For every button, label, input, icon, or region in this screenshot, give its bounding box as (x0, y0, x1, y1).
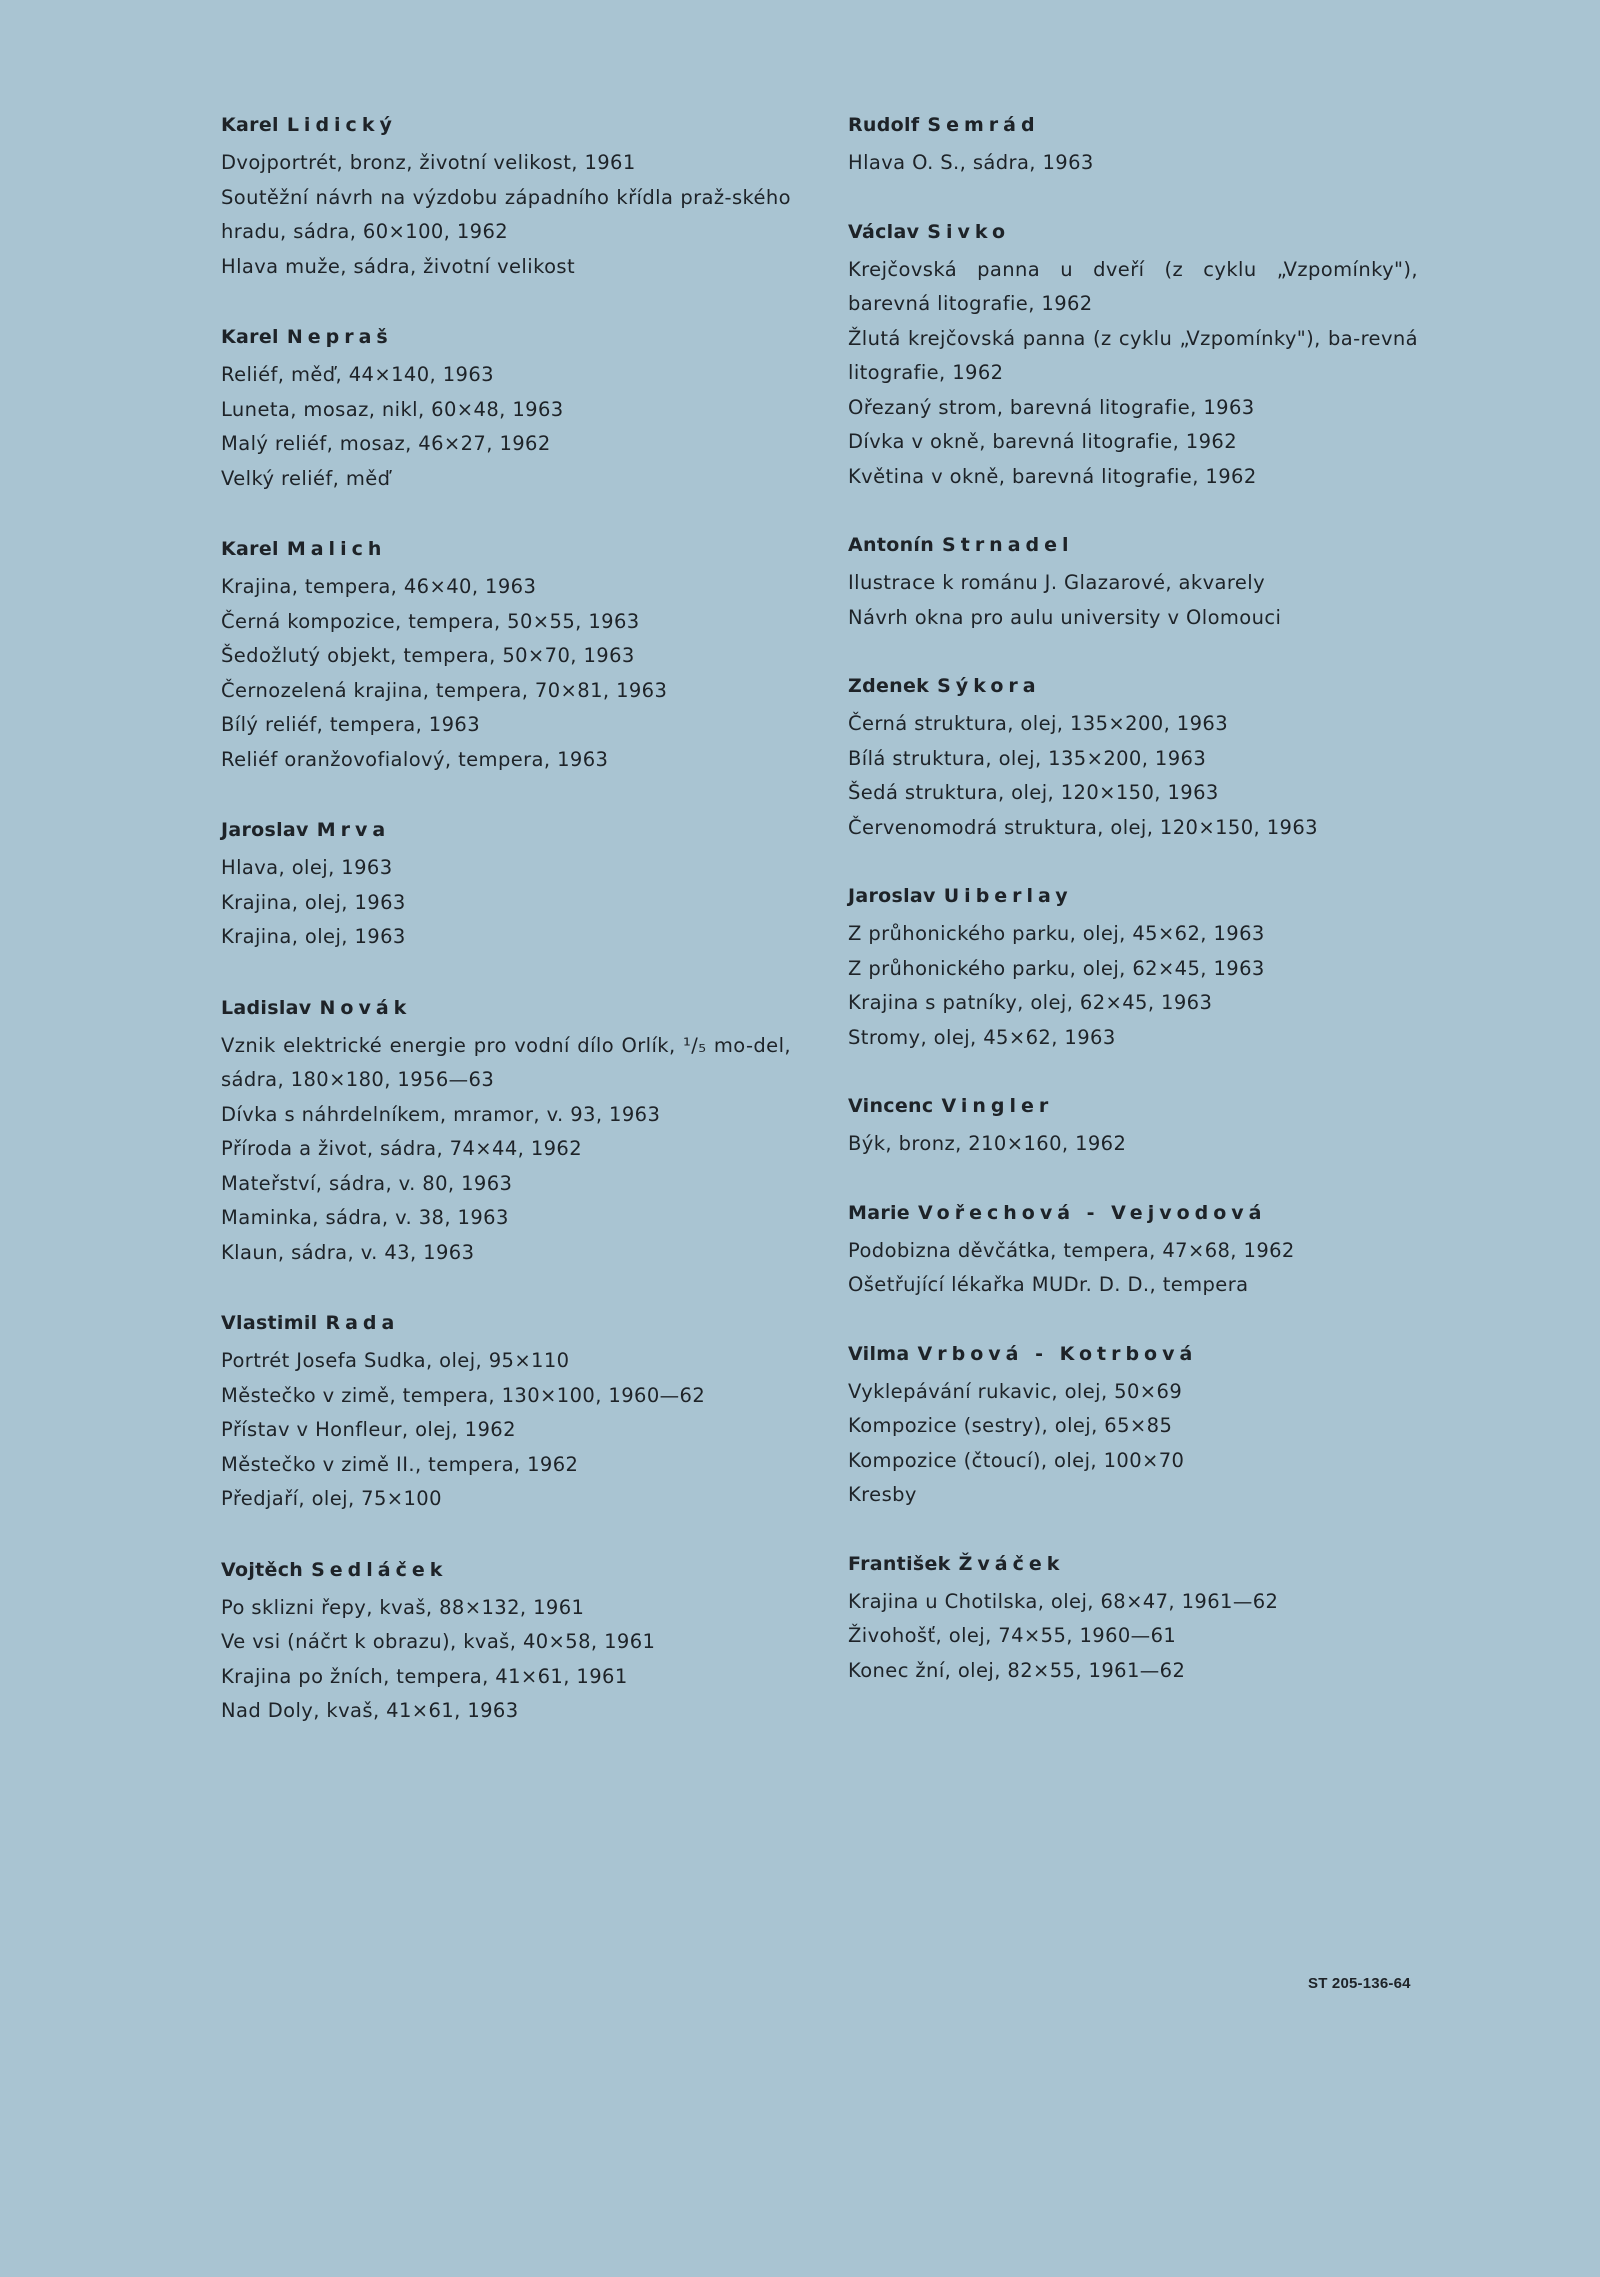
works-list (848, 253, 1418, 495)
work-item: Ošetřující lékařka MUDr. D. D., tempera (848, 1273, 1249, 1296)
artist-name (221, 532, 791, 566)
work-item: Nad Doly, kvaš, 41×61, 1963 (221, 1699, 519, 1722)
works-list (221, 570, 791, 777)
work-item: Žlutá krejčovská panna (z cyklu „Vzpomínky"), ba-revná litografie, 1962 (848, 326, 1418, 384)
works-list (848, 1375, 1418, 1513)
artist-name (848, 528, 1418, 562)
artist-last-name: Sýkora (937, 675, 1041, 697)
work-item: Klaun, sádra, v. 43, 1963 (221, 1240, 475, 1264)
left-column (221, 108, 791, 1765)
artist-name (848, 108, 1418, 142)
work-item: Červenomodrá struktura, olej, 120×150, 1963 (848, 815, 1318, 839)
work-item: Po sklizni řepy, kvaš, 88×132, 1961 (221, 1595, 585, 1619)
work-item: Kresby (848, 1483, 917, 1506)
work-item: Dívka s náhrdelníkem, mramor, v. 93, 1963 (221, 1102, 661, 1126)
artist-last-name: Uiberlay (943, 885, 1073, 907)
work-item: Hlava muže, sádra, životní velikost (221, 254, 576, 278)
artist-entry (221, 813, 791, 955)
work-item: Reliéf oranžovofialový, tempera, 1963 (221, 747, 609, 771)
work-item: Krajina s patníky, olej, 62×45, 1963 (848, 991, 1213, 1014)
work-item: Černozelená krajina, tempera, 70×81, 1963 (221, 678, 668, 702)
work-item: Městečko v zimě, tempera, 130×100, 1960—62 (221, 1383, 706, 1407)
work-item: Podobizna děvčátka, tempera, 47×68, 1962 (848, 1238, 1295, 1262)
artist-first-name: Jaroslav (221, 819, 309, 841)
artist-name (848, 1089, 1418, 1123)
artist-last-name: Vingler (941, 1095, 1054, 1117)
works-list (221, 358, 791, 496)
artist-entry (848, 669, 1418, 845)
artist-entry (221, 991, 791, 1271)
right-column (848, 108, 1418, 1722)
artist-name (221, 320, 791, 354)
work-item: Stromy, olej, 45×62, 1963 (848, 1025, 1116, 1049)
work-item: Návrh okna pro aulu university v Olomouci (848, 605, 1282, 629)
artist-last-name: Vrbová - Kotrbová (917, 1342, 1198, 1365)
artist-last-name: Rada (325, 1312, 400, 1334)
work-item: Kompozice (čtoucí), olej, 100×70 (848, 1448, 1185, 1472)
work-item: Dvojportrét, bronz, životní velikost, 1961 (221, 151, 636, 174)
artist-first-name: Vojtěch (221, 1558, 304, 1581)
works-list (848, 707, 1418, 845)
work-item: Mateřství, sádra, v. 80, 1963 (221, 1171, 513, 1195)
artist-first-name: František (848, 1552, 951, 1575)
work-item: Přístav v Honfleur, olej, 1962 (221, 1418, 516, 1441)
artist-first-name: Jaroslav (848, 885, 936, 907)
artist-last-name: Sedláček (311, 1558, 448, 1581)
artist-first-name: Karel (221, 326, 279, 348)
works-list (221, 1029, 791, 1271)
work-item: Krajina po žních, tempera, 41×61, 1961 (221, 1664, 628, 1688)
work-item: Velký reliéf, měď (221, 466, 391, 490)
work-item: Hlava, olej, 1963 (221, 856, 393, 879)
works-list (848, 917, 1418, 1055)
artist-last-name: Strnadel (942, 534, 1074, 556)
work-item: Květina v okně, barevná litografie, 1962 (848, 464, 1257, 488)
work-item: Černá struktura, olej, 135×200, 1963 (848, 712, 1228, 735)
artist-entry (848, 108, 1418, 181)
work-item: Šedožlutý objekt, tempera, 50×70, 1963 (221, 644, 635, 667)
artist-last-name: Nepraš (286, 326, 393, 348)
work-item: Dívka v okně, barevná litografie, 1962 (848, 430, 1238, 453)
work-item: Černá kompozice, tempera, 50×55, 1963 (221, 609, 640, 633)
artist-last-name: Mrva (316, 819, 391, 841)
artist-entry (848, 215, 1418, 495)
artist-entry (848, 1196, 1418, 1303)
artist-first-name: Zdenek (848, 675, 930, 697)
artist-first-name: Karel (221, 114, 279, 136)
works-list (848, 1234, 1418, 1303)
artist-last-name: Novák (319, 996, 412, 1019)
artist-first-name: Vilma (848, 1342, 910, 1365)
work-item: Příroda a život, sádra, 74×44, 1962 (221, 1137, 583, 1160)
artist-entry (221, 1553, 791, 1729)
work-item: Ilustrace k románu J. Glazarové, akvarely (848, 571, 1266, 594)
print-code: ST 205-136-64 (1308, 1975, 1411, 1992)
work-item: Ve vsi (náčrt k obrazu), kvaš, 40×58, 1961 (221, 1630, 656, 1653)
work-item: Krejčovská panna u dveří (z cyklu „Vzpomínky"), barevná litografie, 1962 (848, 257, 1418, 315)
works-list (848, 1585, 1418, 1689)
artist-name (221, 813, 791, 847)
works-list (221, 1591, 791, 1729)
artist-first-name: Vlastimil (221, 1312, 318, 1334)
artist-first-name: Marie (848, 1201, 910, 1224)
artist-entry (848, 879, 1418, 1055)
artist-name (221, 108, 791, 142)
artist-first-name: Karel (221, 538, 279, 560)
works-list (848, 1127, 1418, 1162)
work-item: Maminka, sádra, v. 38, 1963 (221, 1206, 509, 1229)
artist-name (848, 1196, 1418, 1230)
work-item: Portrét Josefa Sudka, olej, 95×110 (221, 1349, 570, 1372)
artist-first-name: Rudolf (848, 114, 920, 136)
work-item: Soutěžní návrh na výzdobu západního křídla praž-ského hradu, sádra, 60×100, 1962 (221, 185, 791, 243)
works-list (221, 146, 791, 284)
artist-entry (848, 1337, 1418, 1513)
artist-name (221, 1306, 791, 1340)
artist-name (848, 669, 1418, 703)
artist-last-name: Malich (286, 538, 387, 560)
artist-name (221, 1553, 791, 1587)
work-item: Vyklepávání rukavic, olej, 50×69 (848, 1379, 1183, 1403)
work-item: Městečko v zimě II., tempera, 1962 (221, 1452, 579, 1476)
artist-name (848, 879, 1418, 913)
artist-last-name: Semrád (927, 114, 1040, 136)
artist-last-name: Vořechová - Vejvodová (918, 1201, 1267, 1224)
artist-name (848, 1547, 1418, 1581)
work-item: Konec žní, olej, 82×55, 1961—62 (848, 1658, 1186, 1682)
works-list (221, 851, 791, 955)
work-item: Krajina u Chotilska, olej, 68×47, 1961—62 (848, 1589, 1279, 1613)
artist-name (221, 991, 791, 1025)
artist-first-name: Antonín (848, 534, 935, 556)
artist-entry (221, 320, 791, 496)
work-item: Krajina, olej, 1963 (221, 890, 406, 914)
work-item: Býk, bronz, 210×160, 1962 (848, 1132, 1127, 1155)
artist-name (848, 215, 1418, 249)
work-item: Živohošť, olej, 74×55, 1960—61 (848, 1624, 1177, 1647)
works-list (848, 566, 1418, 635)
work-item: Krajina, tempera, 46×40, 1963 (221, 575, 537, 598)
artist-last-name: Žváček (958, 1552, 1065, 1575)
artist-entry (221, 1306, 791, 1517)
work-item: Luneta, mosaz, nikl, 60×48, 1963 (221, 397, 564, 421)
work-item: Předjaří, olej, 75×100 (221, 1487, 442, 1510)
work-item: Šedá struktura, olej, 120×150, 1963 (848, 781, 1219, 804)
artist-entry (221, 532, 791, 777)
work-item: Bílý reliéf, tempera, 1963 (221, 713, 481, 736)
work-item: Malý reliéf, mosaz, 46×27, 1962 (221, 432, 551, 455)
artist-entry (848, 1547, 1418, 1689)
work-item: Hlava O. S., sádra, 1963 (848, 151, 1094, 174)
work-item: Krajina, olej, 1963 (221, 925, 406, 948)
artist-entry (848, 528, 1418, 635)
artist-entry (848, 1089, 1418, 1162)
work-item: Kompozice (sestry), olej, 65×85 (848, 1414, 1173, 1437)
artist-last-name: Lidický (286, 114, 397, 136)
works-list (221, 1344, 791, 1517)
work-item: Ořezaný strom, barevná litografie, 1963 (848, 395, 1255, 419)
artist-entry (221, 108, 791, 284)
artist-first-name: Václav (848, 220, 920, 243)
work-item: Bílá struktura, olej, 135×200, 1963 (848, 746, 1207, 770)
artist-first-name: Vincenc (848, 1095, 934, 1117)
work-item: Reliéf, měď, 44×140, 1963 (221, 363, 494, 386)
work-item: Z průhonického parku, olej, 62×45, 1963 (848, 956, 1265, 980)
works-list (848, 146, 1418, 181)
work-item: Vznik elektrické energie pro vodní dílo Orlík, ¹/₅ mo-del, sádra, 180×180, 1956—63 (221, 1033, 791, 1091)
artist-first-name: Ladislav (221, 996, 312, 1019)
work-item: Z průhonického parku, olej, 45×62, 1963 (848, 922, 1265, 945)
artist-last-name: Sivko (927, 220, 1011, 243)
artist-name (848, 1337, 1418, 1371)
